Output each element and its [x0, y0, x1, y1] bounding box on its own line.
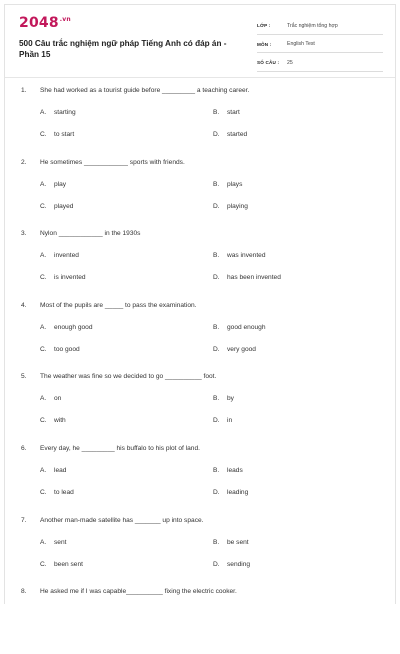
option-letter: D.: [213, 131, 220, 138]
option-b[interactable]: [213, 539, 249, 546]
option-text: good enough: [227, 323, 266, 331]
question-prompt: Another man-made satellite has _______ up into space.: [40, 516, 204, 524]
option-c[interactable]: [40, 489, 74, 496]
question-item: [5, 439, 395, 511]
option-letter: D.: [213, 202, 220, 210]
question-number: 4.: [21, 301, 27, 309]
option-text: very good: [227, 345, 256, 353]
option-b[interactable]: [213, 324, 266, 331]
question-text: [21, 230, 140, 237]
meta-value: 25: [287, 59, 293, 66]
option-text: in: [227, 417, 233, 425]
option-text: playing: [227, 202, 248, 210]
option-text: been sent: [54, 560, 83, 568]
option-text: played: [54, 202, 74, 210]
option-text: sent: [54, 538, 67, 546]
question-number: 7.: [21, 516, 27, 524]
option-b[interactable]: [213, 181, 242, 188]
question-item: [5, 511, 395, 583]
meta-value: English Test: [287, 41, 315, 48]
question-prompt: He asked me if I was capable__________ fixing the electric cooker.: [40, 588, 237, 596]
option-d[interactable]: [213, 346, 256, 353]
option-b[interactable]: [213, 395, 234, 402]
meta-value: Trắc nghiệm tổng hợp: [287, 22, 338, 29]
option-a[interactable]: [40, 181, 66, 188]
meta-label: LỚP :: [257, 23, 271, 29]
option-text: is invented: [54, 274, 86, 282]
option-a[interactable]: [40, 395, 61, 402]
question-item: [5, 582, 395, 654]
option-c[interactable]: [40, 346, 80, 353]
option-a[interactable]: [40, 467, 66, 474]
option-text: has been invented: [227, 274, 281, 282]
option-letter: B.: [213, 466, 220, 474]
question-prompt: Every day, he _________ his buffalo to his plot of land.: [40, 444, 200, 452]
worksheet-page: [4, 4, 396, 604]
option-c[interactable]: [40, 131, 74, 138]
question-prompt: The weather was fine so we decided to go __________ foot.: [40, 373, 217, 381]
option-letter: C.: [40, 345, 47, 353]
question-text: [21, 302, 197, 309]
option-text: with: [54, 417, 66, 425]
meta-info: [257, 18, 383, 74]
option-letter: D.: [213, 274, 220, 282]
option-text: to lead: [54, 488, 74, 496]
option-c[interactable]: [40, 203, 73, 210]
option-d[interactable]: [213, 417, 232, 424]
option-text: on: [54, 395, 62, 403]
meta-label: SỐ CÂU :: [257, 60, 280, 66]
document-title: 500 Câu trắc nghiệm ngữ pháp Tiếng Anh có đáp án - Phần 15: [19, 39, 227, 59]
option-c[interactable]: [40, 417, 66, 424]
option-letter: B.: [213, 395, 220, 403]
question-number: 3.: [21, 230, 27, 238]
meta-row-class: [257, 18, 383, 35]
option-text: by: [227, 395, 234, 403]
option-a[interactable]: [40, 324, 93, 331]
option-letter: D.: [213, 488, 220, 496]
question-item: [5, 224, 395, 296]
option-text: invented: [54, 252, 79, 260]
meta-row-subject: [257, 37, 383, 54]
option-a[interactable]: [40, 539, 66, 546]
option-letter: A.: [40, 395, 47, 403]
option-text: start: [227, 109, 240, 116]
option-text: sending: [227, 560, 251, 568]
option-letter: C.: [40, 202, 47, 210]
question-number: 1.: [21, 87, 27, 94]
logo-text: 2048: [19, 15, 59, 31]
question-text: [21, 588, 237, 595]
option-text: plays: [227, 180, 243, 188]
option-a[interactable]: [40, 252, 79, 259]
option-text: starting: [54, 109, 76, 116]
option-text: leads: [227, 466, 243, 474]
option-letter: A.: [40, 466, 47, 474]
option-b[interactable]: [213, 252, 266, 259]
question-item: [5, 296, 395, 368]
option-d[interactable]: [213, 131, 247, 138]
meta-row-count: [257, 55, 383, 72]
option-letter: C.: [40, 488, 47, 496]
option-letter: B.: [213, 109, 220, 116]
option-text: be sent: [227, 538, 249, 546]
option-letter: C.: [40, 131, 47, 138]
option-letter: D.: [213, 560, 220, 568]
option-d[interactable]: [213, 203, 248, 210]
option-d[interactable]: [213, 561, 250, 568]
option-letter: C.: [40, 560, 47, 568]
option-letter: B.: [213, 323, 220, 331]
option-letter: A.: [40, 323, 47, 331]
question-number: 6.: [21, 444, 27, 452]
question-prompt: Nylon ____________ in the 1930s: [40, 230, 141, 238]
option-b[interactable]: [213, 109, 240, 116]
option-text: lead: [54, 466, 67, 474]
option-text: was invented: [227, 252, 266, 260]
option-letter: C.: [40, 274, 47, 282]
worksheet-header: [5, 5, 395, 77]
question-prompt: She had worked as a tourist guide before _________ a teaching career.: [40, 87, 250, 94]
option-d[interactable]: [213, 274, 281, 281]
option-c[interactable]: [40, 561, 83, 568]
question-prompt: He sometimes ____________ sports with friends.: [40, 158, 185, 166]
option-letter: A.: [40, 180, 47, 188]
option-letter: D.: [213, 417, 220, 425]
question-list: [5, 81, 395, 654]
question-item: [5, 81, 395, 153]
option-text: enough good: [54, 323, 93, 331]
option-text: play: [54, 180, 67, 188]
question-prompt: Most of the pupils are _____ to pass the examination.: [40, 301, 197, 309]
option-letter: D.: [213, 345, 220, 353]
question-text: [21, 87, 249, 94]
option-c[interactable]: [40, 274, 86, 281]
option-letter: B.: [213, 538, 220, 546]
question-text: [21, 445, 200, 452]
option-letter: B.: [213, 252, 220, 260]
question-item: [5, 153, 395, 225]
option-text: started: [227, 131, 248, 138]
option-letter: B.: [213, 180, 220, 188]
option-letter: A.: [40, 109, 47, 116]
option-a[interactable]: [40, 109, 76, 116]
site-logo[interactable]: [19, 15, 71, 31]
question-text: [21, 373, 216, 380]
meta-label: MÔN :: [257, 41, 272, 47]
question-text: [21, 159, 185, 166]
option-text: leading: [227, 488, 249, 496]
header-divider: [5, 77, 395, 78]
option-letter: A.: [40, 252, 47, 260]
option-b[interactable]: [213, 467, 243, 474]
logo-suffix: .vn: [59, 16, 71, 24]
question-number: 5.: [21, 373, 27, 381]
option-letter: A.: [40, 538, 47, 546]
option-d[interactable]: [213, 489, 248, 496]
option-text: too good: [54, 345, 80, 353]
question-number: 8.: [21, 588, 27, 596]
option-text: to start: [54, 131, 75, 138]
question-item: [5, 367, 395, 439]
question-text: [21, 517, 204, 524]
option-letter: C.: [40, 417, 47, 425]
question-number: 2.: [21, 158, 27, 166]
